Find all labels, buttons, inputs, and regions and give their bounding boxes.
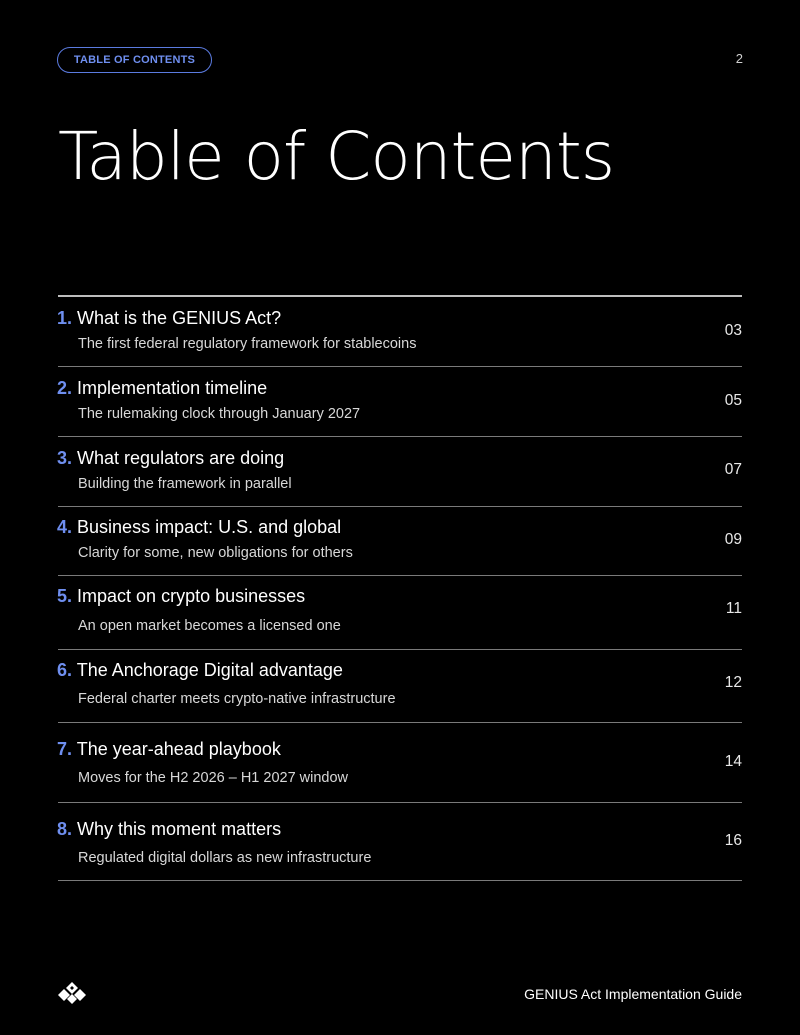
toc-number: 2. [57, 378, 73, 398]
page-number: 2 [735, 51, 743, 66]
page-title: Table of Contents [58, 118, 615, 195]
toc-page: 12 [724, 674, 742, 691]
toc-number: 1. [57, 308, 73, 328]
toc-subtitle: An open market becomes a licensed one [78, 618, 341, 634]
toc-subtitle: The first federal regulatory framework for stablecoins [78, 336, 417, 352]
toc-title: What is the GENIUS Act? [77, 308, 282, 328]
toc-entry-4[interactable] [58, 507, 742, 576]
toc-entry-1[interactable] [58, 297, 742, 367]
toc-page: 16 [724, 832, 742, 849]
toc-subtitle: Building the framework in parallel [78, 476, 292, 492]
toc-entry-3[interactable] [58, 437, 742, 507]
toc-entry-7[interactable] [58, 723, 742, 803]
toc-title: The Anchorage Digital advantage [76, 660, 343, 680]
toc-title: The year-ahead playbook [76, 739, 281, 759]
toc-page: 05 [724, 392, 742, 409]
toc-page: 11 [725, 600, 742, 617]
toc-entry-6[interactable] [58, 650, 742, 723]
toc-number: 7. [57, 739, 73, 759]
toc-subtitle: Regulated digital dollars as new infrastructure [78, 850, 372, 866]
toc-entry-8[interactable] [58, 803, 742, 881]
toc-number: 3. [57, 448, 73, 468]
toc-page: 07 [724, 461, 742, 478]
toc-title: Business impact: U.S. and global [77, 517, 342, 537]
toc-number: 4. [57, 517, 73, 537]
toc-entry-2[interactable] [58, 367, 742, 437]
toc-title: What regulators are doing [77, 448, 285, 468]
toc-title: Implementation timeline [77, 378, 268, 398]
toc-page: 03 [724, 322, 742, 339]
toc-subtitle: Moves for the H2 2026 – H1 2027 window [78, 770, 349, 786]
toc-subtitle: The rulemaking clock through January 2027 [78, 406, 361, 422]
toc-title: Impact on crypto businesses [77, 586, 306, 606]
footer-title: GENIUS Act Implementation Guide [524, 986, 742, 1002]
toc-number: 5. [57, 586, 73, 606]
toc-number: 8. [57, 819, 73, 839]
anchorage-logo-icon [58, 981, 86, 1005]
toc-subtitle: Clarity for some, new obligations for others [78, 545, 353, 561]
toc-entry-5[interactable] [58, 576, 742, 650]
toc-page: 09 [724, 531, 742, 548]
toc-number: 6. [57, 660, 73, 680]
toc-page: 14 [724, 753, 742, 770]
section-badge: TABLE OF CONTENTS [57, 47, 212, 73]
toc-list [58, 295, 742, 881]
toc-title: Why this moment matters [77, 819, 282, 839]
toc-subtitle: Federal charter meets crypto-native infrastructure [78, 691, 396, 707]
